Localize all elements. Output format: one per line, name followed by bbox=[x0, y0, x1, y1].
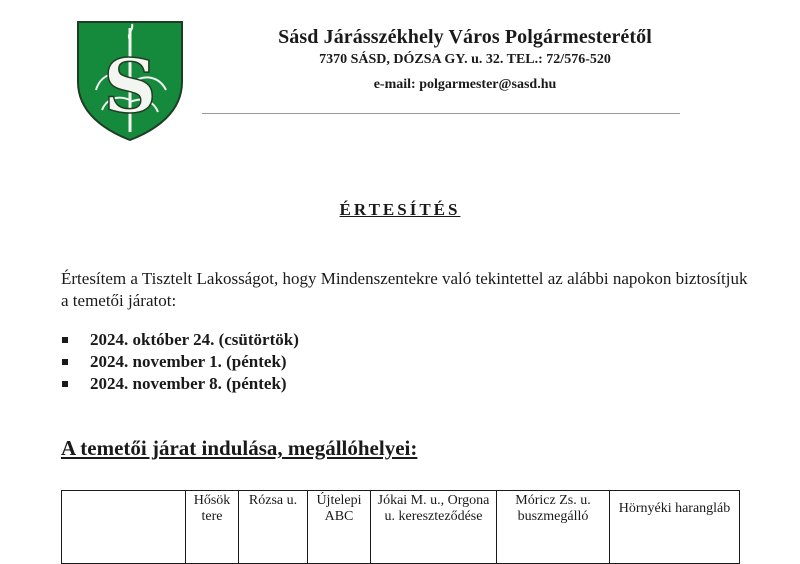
date-list bbox=[61, 329, 299, 395]
bus-stop-table bbox=[61, 490, 740, 564]
svg-text:S: S bbox=[103, 44, 157, 130]
office-address: 7370 SÁSD, DÓZSA GY. u. 32. TEL.: 72/576-520 bbox=[319, 52, 611, 67]
office-title: Sásd Járásszékhely Város Polgármesterétől bbox=[278, 26, 652, 48]
table-header-cell: Hörnyéki harangláb bbox=[610, 491, 740, 564]
date-text: 2024. november 8. (péntek) bbox=[90, 374, 287, 393]
table-header-cell: Újtelepi ABC bbox=[308, 491, 371, 564]
date-text: 2024. október 24. (csütörtök) bbox=[90, 330, 299, 349]
intro-paragraph: Értesítem a Tisztelt Lakosságot, hogy Mindenszentekre való tekintettel az alábbi napokon biztosítjuk a temetői járatot: bbox=[61, 269, 748, 310]
document-title: ÉRTESÍTÉS bbox=[339, 200, 461, 219]
table-header-cell: Móricz Zs. u. buszmegálló bbox=[497, 491, 610, 564]
table-header-row bbox=[62, 491, 740, 564]
office-email: e-mail: polgarmester@sasd.hu bbox=[373, 77, 557, 92]
date-list-item bbox=[61, 351, 299, 373]
square-bullet-icon bbox=[62, 337, 68, 343]
section-heading: A temetői járat indulása, megállóhelyei: bbox=[61, 436, 418, 460]
table-header-cell: Hősök tere bbox=[186, 491, 239, 564]
date-list-item bbox=[61, 373, 299, 395]
square-bullet-icon bbox=[62, 359, 68, 365]
table-header-cell bbox=[62, 491, 186, 564]
table-header-cell: Rózsa u. bbox=[239, 491, 308, 564]
date-text: 2024. november 1. (péntek) bbox=[90, 352, 287, 371]
date-list-item bbox=[61, 329, 299, 351]
square-bullet-icon bbox=[62, 381, 68, 387]
header-divider bbox=[202, 113, 680, 114]
table-header-cell: Jókai M. u., Orgona u. kereszteződése bbox=[371, 491, 497, 564]
town-crest-logo bbox=[76, 20, 184, 142]
